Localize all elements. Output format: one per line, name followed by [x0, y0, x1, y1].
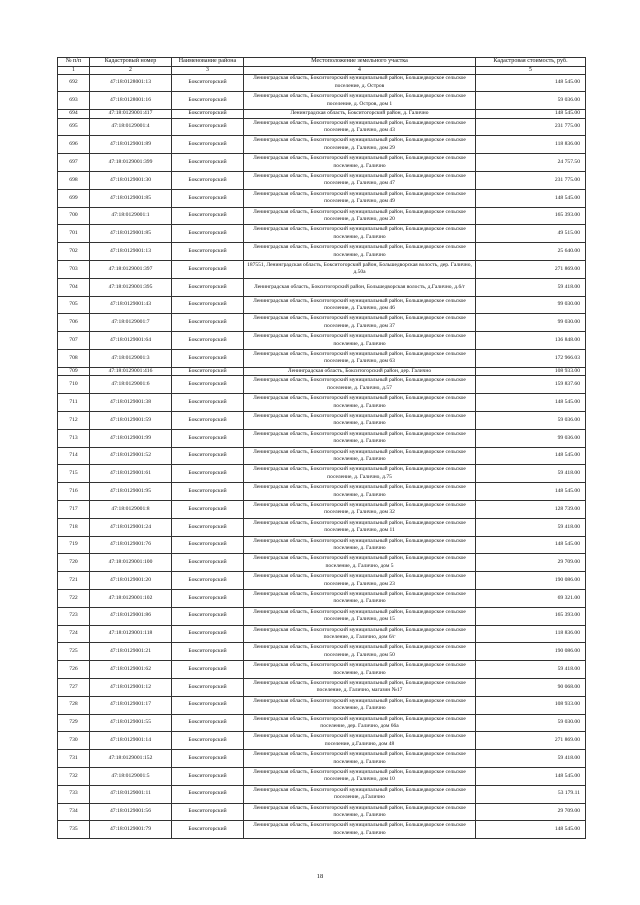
cadastral-value-cell: 99 036.00 — [476, 429, 586, 447]
row-number-cell: 723 — [58, 607, 90, 625]
row-number-cell: 726 — [58, 661, 90, 679]
cadastral-number-cell: 47:18:0129001:56 — [90, 803, 172, 821]
location-cell: Ленинградская область, Бокситогорский муниципальный район, Большедворское сельское поселение, д. Галично, дом 50 — [244, 643, 476, 661]
table-row — [58, 750, 586, 768]
district-cell: Бокситогорский — [172, 696, 244, 714]
table-row — [58, 429, 586, 447]
cadastral-number-cell: 47:18:0129001:11 — [90, 785, 172, 803]
table-row — [58, 278, 586, 296]
table-row — [58, 572, 586, 590]
header-location: Местоположение земельного участка — [244, 58, 476, 67]
cadastral-number-cell: 47:18:0129001:102 — [90, 590, 172, 608]
row-number-cell: 697 — [58, 154, 90, 172]
cadastral-value-cell: 99 030.00 — [476, 314, 586, 332]
cadastral-value-cell: 29 709.00 — [476, 803, 586, 821]
cadastral-value-cell: 49 515.00 — [476, 225, 586, 243]
row-number-cell: 728 — [58, 696, 90, 714]
table-row — [58, 518, 586, 536]
column-number: 2 — [90, 67, 172, 75]
location-cell: Ленинградская область, Бокситогорский муниципальный район, Большедворское сельское поселение, дер. Галично, дом 66а — [244, 714, 476, 732]
cadastral-number-cell: 47:18:0129001:12 — [90, 678, 172, 696]
cadastral-value-cell: 99 030.00 — [476, 296, 586, 314]
table-row — [58, 92, 586, 110]
cadastral-value-cell: 231 775.00 — [476, 172, 586, 190]
district-cell: Бокситогорский — [172, 110, 244, 119]
location-cell: Ленинградская область, Бокситогорский муниципальный район, Большедворское сельское поселение, д.Галично — [244, 785, 476, 803]
cadastral-value-cell: 59 418.00 — [476, 661, 586, 679]
table-row — [58, 661, 586, 679]
row-number-cell: 729 — [58, 714, 90, 732]
location-cell: Ленинградская область, Бокситогорский район, д. Галично — [244, 110, 476, 119]
row-number-cell: 713 — [58, 429, 90, 447]
table-row — [58, 732, 586, 750]
table-row — [58, 767, 586, 785]
cadastral-value-cell: 59 036.00 — [476, 412, 586, 430]
cadastral-value-cell: 29 709.00 — [476, 554, 586, 572]
location-cell: Ленинградская область, Бокситогорский муниципальный район, Большедворское сельское поселение, д. Галично, дом 20 — [244, 207, 476, 225]
cadastral-value-cell: 190 086.00 — [476, 643, 586, 661]
row-number-cell: 717 — [58, 501, 90, 519]
table-row — [58, 110, 586, 119]
location-cell: Ленинградская область, Бокситогорский муниципальный район, Большедворское сельское поселение, д. Галично — [244, 225, 476, 243]
district-cell: Бокситогорский — [172, 501, 244, 519]
table-row — [58, 154, 586, 172]
row-number-cell: 714 — [58, 447, 90, 465]
district-cell: Бокситогорский — [172, 376, 244, 394]
district-cell: Бокситогорский — [172, 74, 244, 92]
table-row — [58, 118, 586, 136]
row-number-cell: 712 — [58, 412, 90, 430]
district-cell: Бокситогорский — [172, 447, 244, 465]
district-cell: Бокситогорский — [172, 732, 244, 750]
row-number-cell: 707 — [58, 332, 90, 350]
location-cell: Ленинградская область, Бокситогорский муниципальный район, Большедворское сельское поселение, д. Галично, дом 5 — [244, 554, 476, 572]
row-number-cell: 711 — [58, 394, 90, 412]
district-cell: Бокситогорский — [172, 483, 244, 501]
row-number-cell: 725 — [58, 643, 90, 661]
table-row — [58, 296, 586, 314]
row-number-cell: 708 — [58, 350, 90, 368]
district-cell: Бокситогорский — [172, 172, 244, 190]
cadastral-value-cell: 148 545.00 — [476, 536, 586, 554]
row-number-cell: 721 — [58, 572, 90, 590]
cadastral-number-cell: 47:18:0129001:86 — [90, 607, 172, 625]
cadastral-value-cell: 108 933.00 — [476, 696, 586, 714]
row-number-cell: 703 — [58, 261, 90, 279]
cadastral-number-cell: 47:18:0129001:43 — [90, 296, 172, 314]
location-cell: Ленинградская область, Бокситогорский муниципальный район, Большедворское сельское поселение, д. Галично, дом 43 — [244, 118, 476, 136]
location-cell: Ленинградская область, Бокситогорский муниципальный район, Большедворское сельское поселение, д. Галично — [244, 154, 476, 172]
table-row — [58, 607, 586, 625]
district-cell: Бокситогорский — [172, 536, 244, 554]
cadastral-number-cell: 47:18:0129001:64 — [90, 332, 172, 350]
cadastral-number-cell: 47:18:0129001:62 — [90, 661, 172, 679]
table-row — [58, 314, 586, 332]
location-cell: Ленинградская область, Бокситогорский муниципальный район, Большедворское сельское поселение, д. Галично — [244, 394, 476, 412]
district-cell: Бокситогорский — [172, 625, 244, 643]
location-cell: Ленинградская область, Бокситогорский муниципальный район, Большедворское сельское поселение, д. Галично, дом 63 — [244, 350, 476, 368]
location-cell: Ленинградская область, Бокситогорский муниципальный район, Большедворское сельское поселение, д. Галично — [244, 243, 476, 261]
table-row — [58, 625, 586, 643]
district-cell: Бокситогорский — [172, 314, 244, 332]
table-row — [58, 590, 586, 608]
location-cell: Ленинградская область, Бокситогорский муниципальный район, Большедворское сельское поселение, д. Галично — [244, 661, 476, 679]
district-cell: Бокситогорский — [172, 607, 244, 625]
location-cell: Ленинградская область, Бокситогорский муниципальный район, Большедворское сельское поселение, д. Галично — [244, 821, 476, 839]
table-row — [58, 678, 586, 696]
table-body — [58, 74, 586, 839]
row-number-cell: 734 — [58, 803, 90, 821]
cadastral-number-cell: 47:18:0129001:397 — [90, 261, 172, 279]
district-cell: Бокситогорский — [172, 243, 244, 261]
header-cadastral-number: Кадастровый номер — [90, 58, 172, 67]
district-cell: Бокситогорский — [172, 350, 244, 368]
cadastral-number-cell: 47:18:0129001:61 — [90, 465, 172, 483]
cadastral-value-cell: 148 545.00 — [476, 189, 586, 207]
cadastral-value-cell: 148 545.00 — [476, 483, 586, 501]
table-row — [58, 74, 586, 92]
cadastral-number-cell: 47:18:0129001:59 — [90, 412, 172, 430]
cadastral-value-cell: 59 418.00 — [476, 465, 586, 483]
cadastral-value-cell: 59 418.00 — [476, 750, 586, 768]
location-cell: Ленинградская область, Бокситогорский муниципальный район, Большедворское сельское поселение, д. Галично, дом 6/г — [244, 625, 476, 643]
district-cell: Бокситогорский — [172, 429, 244, 447]
page-number: 18 — [316, 873, 324, 880]
cadastral-number-cell: 47:18:0129001:6 — [90, 376, 172, 394]
row-number-cell: 702 — [58, 243, 90, 261]
table-row — [58, 350, 586, 368]
row-number-cell: 694 — [58, 110, 90, 119]
table-header-row — [58, 58, 586, 67]
location-cell: Ленинградская область, Бокситогорский муниципальный район, Большедворское сельское поселение, д. Галично, дом 49 — [244, 189, 476, 207]
cadastral-number-cell: 47:18:0129001:395 — [90, 278, 172, 296]
district-cell: Бокситогорский — [172, 367, 244, 376]
district-cell: Бокситогорский — [172, 767, 244, 785]
cadastral-value-table — [57, 57, 586, 839]
header-row-number: № п/п — [58, 58, 90, 67]
location-cell: Ленинградская область, Бокситогорский муниципальный район, Большедворское сельское поселение, д. Галично — [244, 750, 476, 768]
location-cell: Ленинградская область, Бокситогорский муниципальный район, Большедворское сельское поселение, д.Галично, дом 48 — [244, 732, 476, 750]
cadastral-number-cell: 47:18:0129001:20 — [90, 572, 172, 590]
district-cell: Бокситогорский — [172, 518, 244, 536]
table-row — [58, 207, 586, 225]
location-cell: Ленинградская область, Бокситогорский муниципальный район, Большедворское сельское поселение, д. Галично, магазин №17 — [244, 678, 476, 696]
cadastral-number-cell: 47:18:0129001:52 — [90, 447, 172, 465]
row-number-cell: 719 — [58, 536, 90, 554]
location-cell: Ленинградская область, Бокситогорский район, Большедворская волость, д.Галично, д.6/г — [244, 278, 476, 296]
row-number-cell: 704 — [58, 278, 90, 296]
row-number-cell: 698 — [58, 172, 90, 190]
cadastral-number-cell: 47:18:0129001:17 — [90, 696, 172, 714]
row-number-cell: 720 — [58, 554, 90, 572]
district-cell: Бокситогорский — [172, 750, 244, 768]
district-cell: Бокситогорский — [172, 118, 244, 136]
table-row — [58, 483, 586, 501]
table-row — [58, 465, 586, 483]
table-row — [58, 189, 586, 207]
location-cell: Ленинградская область, Бокситогорский муниципальный район, Большедворское сельское поселение, д. Галично, д.57 — [244, 376, 476, 394]
cadastral-number-cell: 47:18:0129001:79 — [90, 821, 172, 839]
district-cell: Бокситогорский — [172, 136, 244, 154]
cadastral-value-cell: 271 869.00 — [476, 732, 586, 750]
cadastral-number-cell: 47:18:0129001:21 — [90, 643, 172, 661]
table-row — [58, 554, 586, 572]
district-cell: Бокситогорский — [172, 661, 244, 679]
location-cell: Ленинградская область, Бокситогорский муниципальный район, Большедворское сельское поселение, д. Галично — [244, 803, 476, 821]
cadastral-number-cell: 47:18:0129001:399 — [90, 154, 172, 172]
cadastral-value-cell: 59 030.00 — [476, 714, 586, 732]
header-district: Наименование района — [172, 58, 244, 67]
location-cell: Ленинградская область, Бокситогорский муниципальный район, Большедворское сельское поселение, д. Галично — [244, 696, 476, 714]
cadastral-number-cell: 47:18:0129001:13 — [90, 243, 172, 261]
row-number-cell: 718 — [58, 518, 90, 536]
district-cell: Бокситогорский — [172, 412, 244, 430]
header-cadastral-value: Кадастровая стоимость, руб. — [476, 58, 586, 67]
location-cell: Ленинградская область, Бокситогорский муниципальный район, Большедворское сельское поселение, д. Галично, д.75 — [244, 465, 476, 483]
table-row — [58, 367, 586, 376]
location-cell: Ленинградская область, Бокситогорский муниципальный район, Большедворское сельское поселение, д. Галично, дом 32 — [244, 501, 476, 519]
district-cell: Бокситогорский — [172, 678, 244, 696]
row-number-cell: 692 — [58, 74, 90, 92]
location-cell: Ленинградская область, Бокситогорский муниципальный район, Большедворское сельское поселение, д. Галично — [244, 536, 476, 554]
cadastral-value-cell: 118 836.00 — [476, 136, 586, 154]
location-cell: Ленинградская область, Бокситогорский район, дер. Галично — [244, 367, 476, 376]
cadastral-number-cell: 47:18:0129001:118 — [90, 625, 172, 643]
row-number-cell: 731 — [58, 750, 90, 768]
column-number: 3 — [172, 67, 244, 75]
cadastral-value-cell: 25 640.00 — [476, 243, 586, 261]
district-cell: Бокситогорский — [172, 92, 244, 110]
column-number-row — [58, 67, 586, 75]
cadastral-value-cell: 190 086.00 — [476, 572, 586, 590]
location-cell: Ленинградская область, Бокситогорский муниципальный район, Большедворское сельское поселение, д. Галично, дом 29 — [244, 136, 476, 154]
table-row — [58, 447, 586, 465]
cadastral-value-cell: 148 545.00 — [476, 447, 586, 465]
cadastral-value-cell: 271 869.00 — [476, 261, 586, 279]
district-cell: Бокситогорский — [172, 714, 244, 732]
cadastral-number-cell: 47:18:0129001:95 — [90, 483, 172, 501]
location-cell: Ленинградская область, Бокситогорский муниципальный район, Большедворское сельское поселение, д. Галично — [244, 429, 476, 447]
cadastral-number-cell: 47:18:0129001:100 — [90, 554, 172, 572]
cadastral-number-cell: 47:18:0129001:85 — [90, 225, 172, 243]
district-cell: Бокситогорский — [172, 261, 244, 279]
district-cell: Бокситогорский — [172, 154, 244, 172]
table-row — [58, 803, 586, 821]
cadastral-number-cell: 47:18:0129001:30 — [90, 172, 172, 190]
cadastral-value-cell: 172 966.03 — [476, 350, 586, 368]
cadastral-value-cell: 59 418.00 — [476, 278, 586, 296]
cadastral-number-cell: 47:18:0129001:85 — [90, 189, 172, 207]
cadastral-number-cell: 47:18:0129001:1 — [90, 207, 172, 225]
row-number-cell: 724 — [58, 625, 90, 643]
cadastral-value-cell: 136 848.00 — [476, 332, 586, 350]
district-cell: Бокситогорский — [172, 803, 244, 821]
location-cell: Ленинградская область, Бокситогорский муниципальный район, Большедворское сельское поселение, д. Остров, дом 1 — [244, 92, 476, 110]
cadastral-number-cell: 47:18:0129001:99 — [90, 429, 172, 447]
location-cell: Ленинградская область, Бокситогорский муниципальный район, Большедворское сельское поселение, д. Галично — [244, 412, 476, 430]
cadastral-number-cell: 47:18:0129001:14 — [90, 732, 172, 750]
cadastral-value-cell: 24 757.50 — [476, 154, 586, 172]
row-number-cell: 706 — [58, 314, 90, 332]
district-cell: Бокситогорский — [172, 207, 244, 225]
cadastral-value-cell: 148 545.00 — [476, 110, 586, 119]
cadastral-value-cell: 148 545.00 — [476, 394, 586, 412]
district-cell: Бокситогорский — [172, 278, 244, 296]
row-number-cell: 733 — [58, 785, 90, 803]
district-cell: Бокситогорский — [172, 465, 244, 483]
cadastral-value-cell: 159 837.60 — [476, 376, 586, 394]
location-cell: Ленинградская область, Бокситогорский муниципальный район, Большедворское сельское поселение, д. Галично — [244, 332, 476, 350]
cadastral-value-cell: 165 393.00 — [476, 607, 586, 625]
table-row — [58, 643, 586, 661]
cadastral-number-cell: 47:18:0129001:416 — [90, 367, 172, 376]
location-cell: Ленинградская область, Бокситогорский муниципальный район, Большедворское сельское поселение, д. Галично, дом 46 — [244, 296, 476, 314]
location-cell: 187551, Ленинградская область, Бокситогорский район, Большедворская волость, дер. Галично, д.50а — [244, 261, 476, 279]
location-cell: Ленинградская область, Бокситогорский муниципальный район, Большедворское сельское поселение, д. Галично, дом 37 — [244, 314, 476, 332]
table-row — [58, 225, 586, 243]
cadastral-value-cell: 231 775.00 — [476, 118, 586, 136]
cadastral-number-cell: 47:18:0129001:3 — [90, 350, 172, 368]
cadastral-number-cell: 47:18:0128001:16 — [90, 92, 172, 110]
column-number: 5 — [476, 67, 586, 75]
district-cell: Бокситогорский — [172, 394, 244, 412]
cadastral-value-cell: 108 933.00 — [476, 367, 586, 376]
cadastral-value-cell: 59 418.00 — [476, 518, 586, 536]
row-number-cell: 732 — [58, 767, 90, 785]
document-sheet — [57, 57, 585, 839]
cadastral-value-cell: 90 068.00 — [476, 678, 586, 696]
table-row — [58, 536, 586, 554]
row-number-cell: 699 — [58, 189, 90, 207]
cadastral-value-cell: 69 321.00 — [476, 590, 586, 608]
cadastral-number-cell: 47:18:0129001:152 — [90, 750, 172, 768]
column-number: 4 — [244, 67, 476, 75]
row-number-cell: 693 — [58, 92, 90, 110]
location-cell: Ленинградская область, Бокситогорский муниципальный район, Большедворское сельское поселение, д. Остров — [244, 74, 476, 92]
column-number: 1 — [58, 67, 90, 75]
row-number-cell: 695 — [58, 118, 90, 136]
location-cell: Ленинградская область, Бокситогорский муниципальный район, Большедворское сельское поселение, д. Галично — [244, 483, 476, 501]
cadastral-number-cell: 47:18:0129001:8 — [90, 501, 172, 519]
location-cell: Ленинградская область, Бокситогорский муниципальный район, Большедворское сельское поселение, д. Галично — [244, 447, 476, 465]
table-row — [58, 136, 586, 154]
table-row — [58, 261, 586, 279]
row-number-cell: 710 — [58, 376, 90, 394]
cadastral-number-cell: 47:18:0128001:13 — [90, 74, 172, 92]
table-row — [58, 821, 586, 839]
row-number-cell: 727 — [58, 678, 90, 696]
row-number-cell: 730 — [58, 732, 90, 750]
cadastral-value-cell: 118 836.00 — [476, 625, 586, 643]
cadastral-number-cell: 47:18:0129001:5 — [90, 767, 172, 785]
district-cell: Бокситогорский — [172, 296, 244, 314]
table-row — [58, 714, 586, 732]
cadastral-number-cell: 47:18:0129001:38 — [90, 394, 172, 412]
cadastral-value-cell: 165 393.00 — [476, 207, 586, 225]
district-cell: Бокситогорский — [172, 554, 244, 572]
cadastral-number-cell: 47:18:0129001:24 — [90, 518, 172, 536]
row-number-cell: 701 — [58, 225, 90, 243]
location-cell: Ленинградская область, Бокситогорский муниципальный район, Большедворское сельское поселение, д. Галично, дом 23 — [244, 572, 476, 590]
row-number-cell: 735 — [58, 821, 90, 839]
cadastral-value-cell: 59 036.00 — [476, 92, 586, 110]
district-cell: Бокситогорский — [172, 189, 244, 207]
location-cell: Ленинградская область, Бокситогорский муниципальный район, Большедворское сельское поселение, д. Галично — [244, 590, 476, 608]
district-cell: Бокситогорский — [172, 643, 244, 661]
cadastral-value-cell: 53 179.11 — [476, 785, 586, 803]
row-number-cell: 709 — [58, 367, 90, 376]
location-cell: Ленинградская область, Бокситогорский муниципальный район, Большедворское сельское поселение, д. Галично, дом 47 — [244, 172, 476, 190]
cadastral-number-cell: 47:18:0129001:4 — [90, 118, 172, 136]
cadastral-value-cell: 148 545.00 — [476, 821, 586, 839]
row-number-cell: 715 — [58, 465, 90, 483]
cadastral-number-cell: 47:18:0129001:417 — [90, 110, 172, 119]
table-row — [58, 696, 586, 714]
table-row — [58, 412, 586, 430]
district-cell: Бокситогорский — [172, 332, 244, 350]
cadastral-number-cell: 47:18:0129001:76 — [90, 536, 172, 554]
location-cell: Ленинградская область, Бокситогорский муниципальный район, Большедворское сельское поселение, д. Галично, дом 11 — [244, 518, 476, 536]
cadastral-number-cell: 47:18:0129001:55 — [90, 714, 172, 732]
cadastral-number-cell: 47:18:0129001:89 — [90, 136, 172, 154]
table-row — [58, 376, 586, 394]
location-cell: Ленинградская область, Бокситогорский муниципальный район, Большедворское сельское поселение, д. Галично, дом 10 — [244, 767, 476, 785]
table-row — [58, 394, 586, 412]
district-cell: Бокситогорский — [172, 225, 244, 243]
cadastral-value-cell: 128 739.00 — [476, 501, 586, 519]
row-number-cell: 716 — [58, 483, 90, 501]
row-number-cell: 722 — [58, 590, 90, 608]
district-cell: Бокситогорский — [172, 785, 244, 803]
cadastral-number-cell: 47:18:0129001:7 — [90, 314, 172, 332]
district-cell: Бокситогорский — [172, 590, 244, 608]
row-number-cell: 700 — [58, 207, 90, 225]
table-row — [58, 172, 586, 190]
location-cell: Ленинградская область, Бокситогорский муниципальный район, Большедворское сельское поселение, д. Галично, дом 15 — [244, 607, 476, 625]
table-row — [58, 332, 586, 350]
cadastral-value-cell: 148 545.00 — [476, 767, 586, 785]
district-cell: Бокситогорский — [172, 821, 244, 839]
row-number-cell: 705 — [58, 296, 90, 314]
table-row — [58, 243, 586, 261]
cadastral-value-cell: 148 545.00 — [476, 74, 586, 92]
row-number-cell: 696 — [58, 136, 90, 154]
table-row — [58, 501, 586, 519]
table-row — [58, 785, 586, 803]
district-cell: Бокситогорский — [172, 572, 244, 590]
